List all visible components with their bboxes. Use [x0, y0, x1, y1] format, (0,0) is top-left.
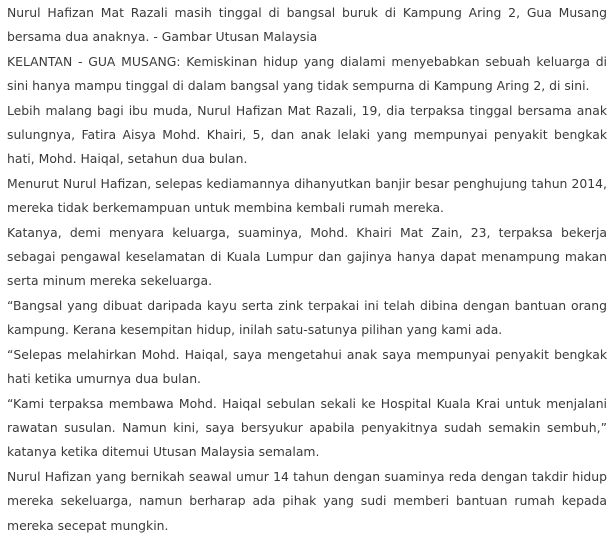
article-paragraph-3: Menurut Nurul Hafizan, selepas kediamannya dihanyutkan banjir besar penghujung tahun 2014, mereka tidak berkemampuan untuk membina kembali rumah mereka. — [7, 175, 607, 216]
article-paragraph-5: “Bangsal yang dibuat daripada kayu serta zink terpakai ini telah dibina dengan bantuan orang kampung. Kerana kesempitan hidup, inilah satu-satunya pilihan yang kami ada. — [7, 297, 607, 338]
article-paragraph-2: Lebih malang bagi ibu muda, Nurul Hafizan Mat Razali, 19, dia terpaksa tinggal bersama anak sulungnya, Fatira Aisya Mohd. Khairi, 5, dan anak lelaki yang mempunyai penyakit bengkak hati, Mohd. Haiqal, setahun dua bulan. — [7, 102, 607, 167]
article-paragraph-1: KELANTAN - GUA MUSANG: Kemiskinan hidup yang dialami menyebabkan sebuah keluarga di sini hanya mampu tinggal di dalam bangsal yang tidak sempurna di Kampung Aring 2, di sini. — [7, 53, 607, 94]
article-paragraph-4: Katanya, demi menyara keluarga, suaminya, Mohd. Khairi Mat Zain, 23, terpaksa bekerja sebagai pengawal keselamatan di Kuala Lumpur dan gajinya hanya dapat menampung makan serta minum mereka sekeluarga. — [7, 224, 607, 289]
article-paragraph-8: Nurul Hafizan yang bernikah seawal umur 14 tahun dengan suaminya reda dengan takdir hidup mereka sekeluarga, namun berharap ada pihak yang sudi memberi bantuan rumah kepada mereka secepat mungkin. — [7, 468, 607, 533]
article-paragraph-7: “Kami terpaksa membawa Mohd. Haiqal sebulan sekali ke Hospital Kuala Krai untuk menjalani rawatan susulan. Namun kini, saya bersyukur apabila penyakitnya sudah semakin sembuh,” katanya ketika ditemui Utusan Malaysia semalam. — [7, 395, 607, 460]
photo-caption: Nurul Hafizan Mat Razali masih tinggal di bangsal buruk di Kampung Aring 2, Gua Musang bersama dua anaknya. - Gambar Utusan Malaysia — [7, 5, 607, 45]
article-paragraph-6: “Selepas melahirkan Mohd. Haiqal, saya mengetahui anak saya mempunyai penyakit bengkak hati ketika umurnya dua bulan. — [7, 346, 607, 387]
